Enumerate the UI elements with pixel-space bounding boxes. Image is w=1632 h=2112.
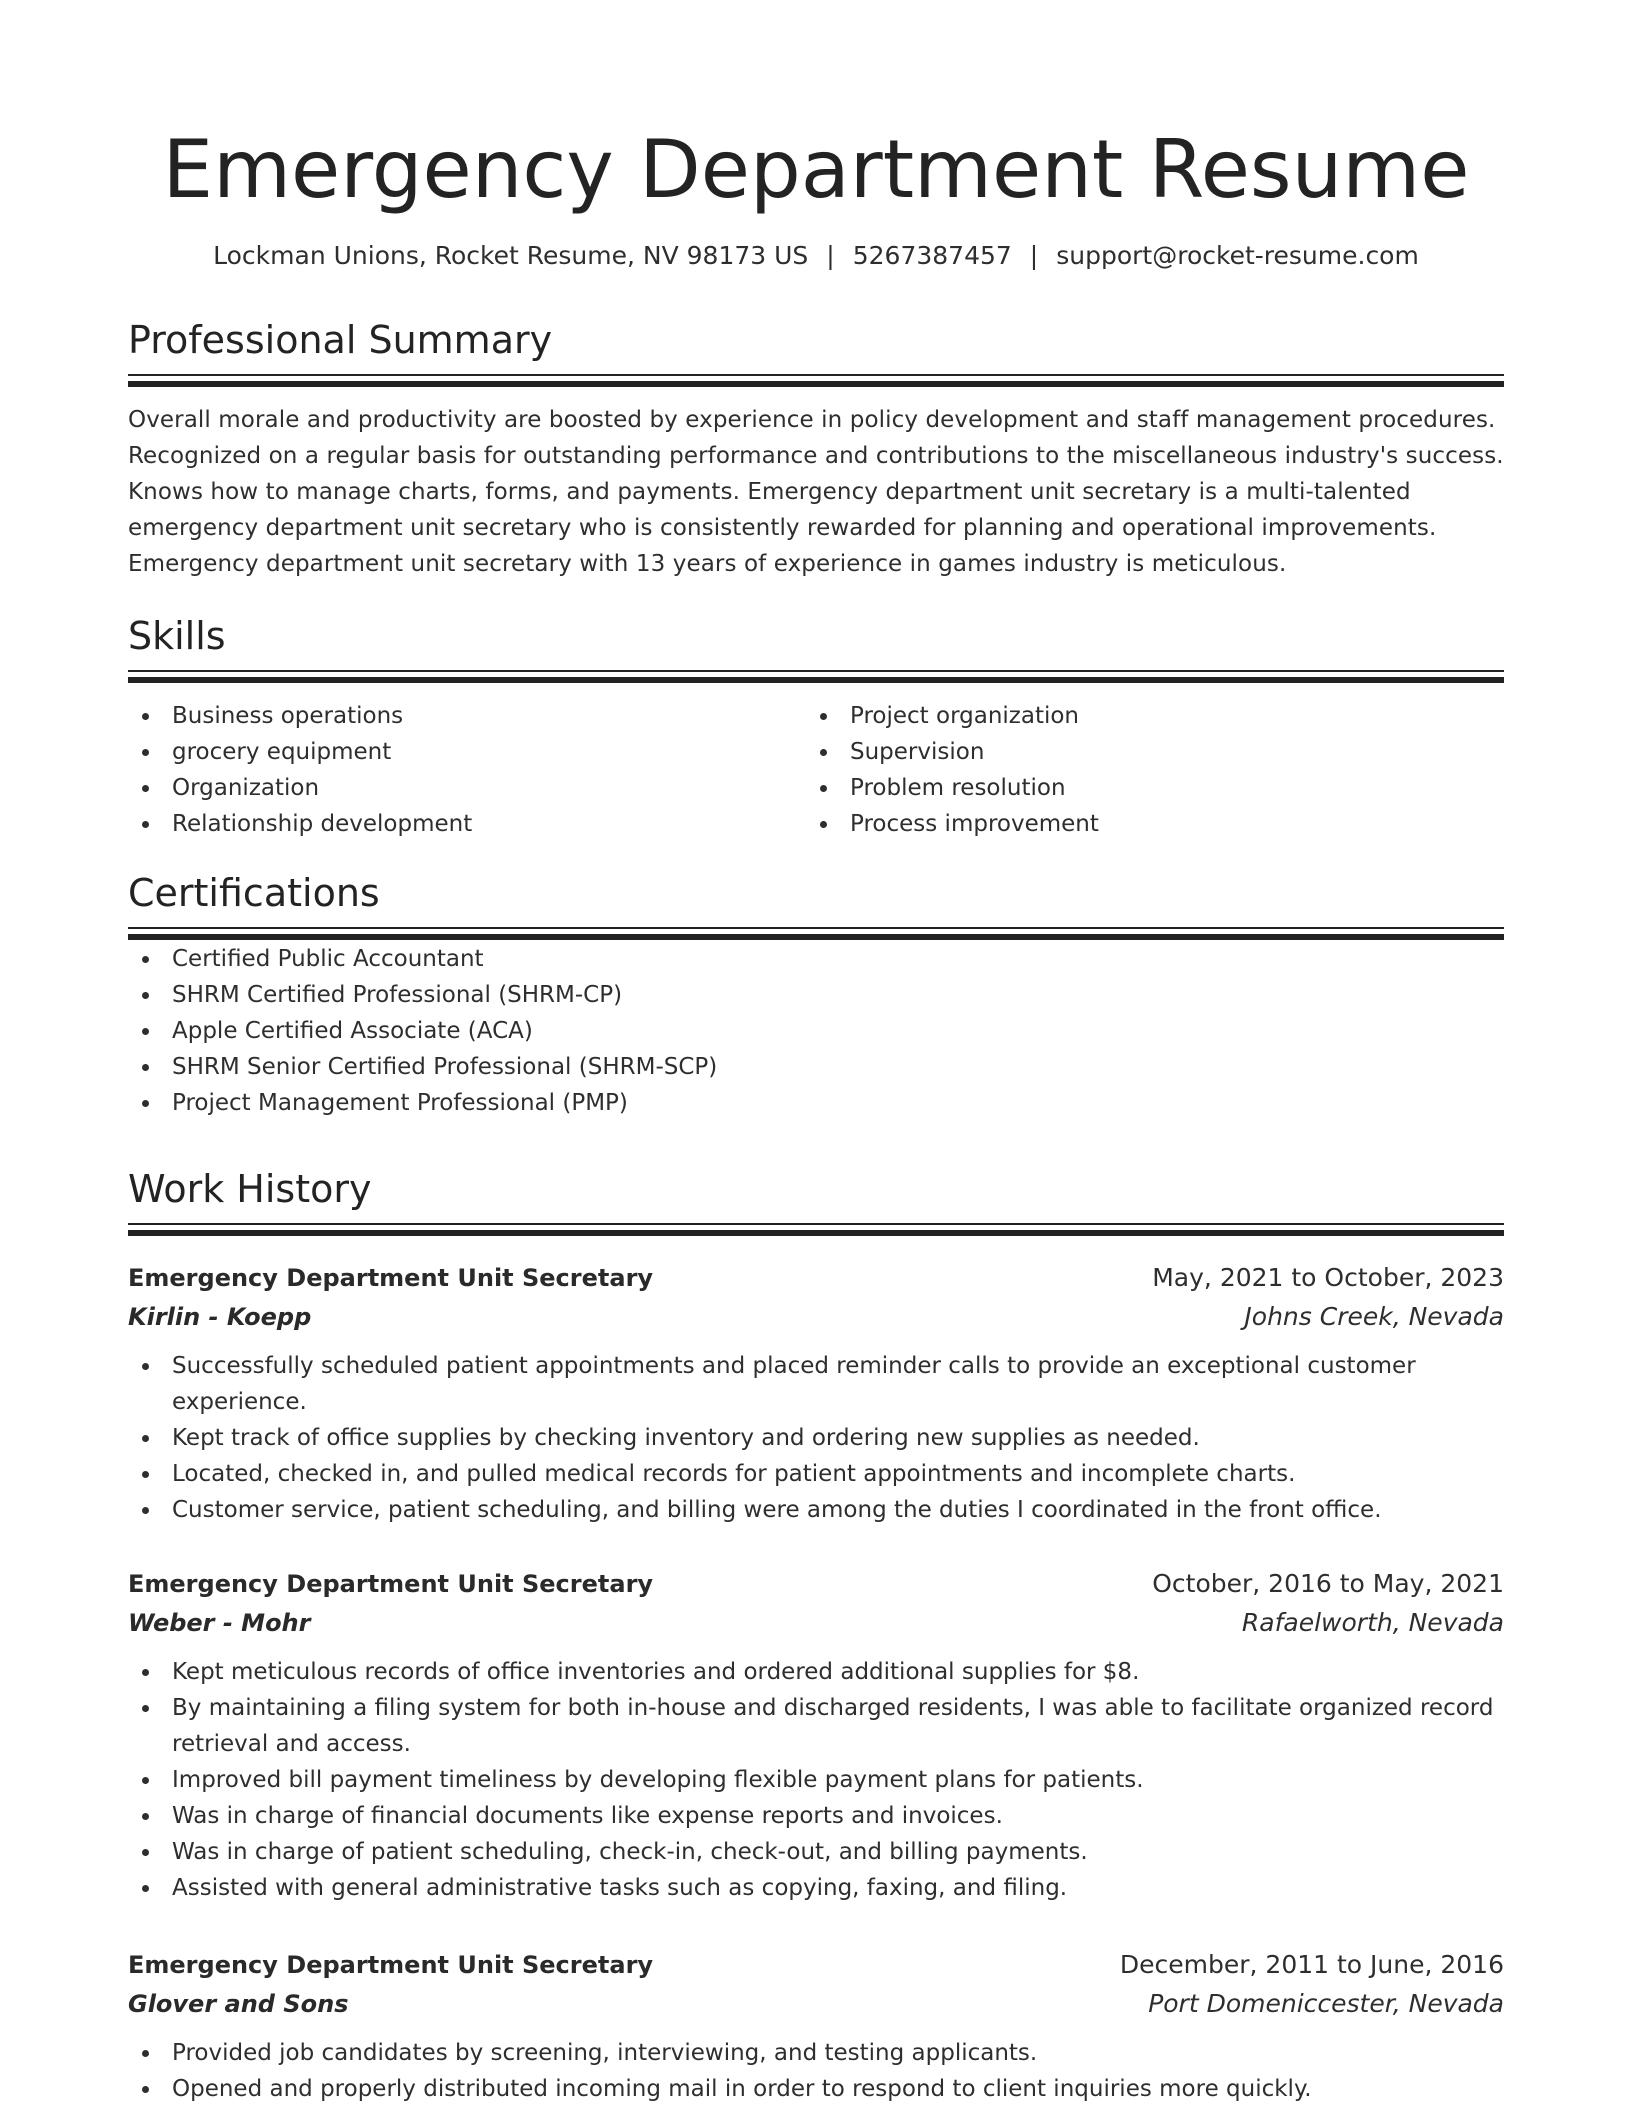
job-company: Kirlin - Koepp: [128, 1303, 312, 1331]
skill-item: Organization: [128, 770, 806, 806]
skill-item: Relationship development: [128, 806, 806, 842]
skill-item: Problem resolution: [806, 770, 1484, 806]
job-title: Emergency Department Unit Secretary: [128, 1264, 654, 1292]
job-bullets: [128, 1348, 1504, 1528]
certifications-list: [128, 941, 1504, 1121]
certifications-heading: Certifications: [128, 871, 380, 915]
job-bullet: Was in charge of financial documents like expense reports and invoices.: [128, 1798, 1504, 1834]
job-title: Emergency Department Unit Secretary: [128, 1951, 654, 1979]
job-dates: May, 2021 to October, 2023: [1152, 1263, 1504, 1292]
job-bullets: [128, 1654, 1504, 1906]
job-entry: [128, 1564, 1504, 1906]
section-divider: [128, 927, 1504, 941]
skill-item: Business operations: [128, 698, 806, 734]
skills-section: [128, 610, 1504, 842]
section-divider: [128, 1223, 1504, 1237]
certification-item: SHRM Senior Certified Professional (SHRM-SCP): [128, 1049, 1504, 1085]
job-title: Emergency Department Unit Secretary: [128, 1570, 654, 1598]
job-company: Weber - Mohr: [128, 1609, 311, 1637]
skill-item: Process improvement: [806, 806, 1484, 842]
job-header: [128, 1258, 1504, 1298]
certification-item: SHRM Certified Professional (SHRM-CP): [128, 977, 1504, 1013]
job-header: [128, 1564, 1504, 1604]
job-dates: October, 2016 to May, 2021: [1152, 1569, 1504, 1598]
job-bullet: Customer service, patient scheduling, and billing were among the duties I coordinated in the front office.: [128, 1492, 1504, 1528]
skills-list-left: [128, 698, 806, 842]
certification-item: Apple Certified Associate (ACA): [128, 1013, 1504, 1049]
job-location: Johns Creek, Nevada: [1244, 1302, 1504, 1331]
job-bullet: Kept meticulous records of office inventories and ordered additional supplies for $8.: [128, 1654, 1504, 1690]
summary-heading: Professional Summary: [128, 318, 553, 362]
job-subheader: [128, 1985, 1504, 2023]
job-header: [128, 1945, 1504, 1985]
job-entry: [128, 1258, 1504, 1528]
job-company: Glover and Sons: [128, 1990, 349, 2018]
job-location: Rafaelworth, Nevada: [1241, 1608, 1504, 1637]
contact-separator: |: [1029, 241, 1039, 270]
certifications-section: [128, 867, 1504, 1121]
certification-item: Project Management Professional (PMP): [128, 1085, 1504, 1121]
job-subheader: [128, 1298, 1504, 1336]
section-divider: [128, 374, 1504, 388]
certification-item: Certified Public Accountant: [128, 941, 1504, 977]
job-location: Port Domeniccester, Nevada: [1148, 1989, 1504, 2018]
job-bullets: [128, 2035, 1504, 2107]
work-history-heading: Work History: [128, 1167, 372, 1211]
summary-text: Overall morale and productivity are boosted by experience in policy development and staff management procedures. Recognized on a regular basis for outstanding performance and contributions to the miscellaneous industry's success. Knows how to manage charts, forms, and payments. Emergency department unit secretary is a multi-talented emergency department unit secretary who is consistently rewarded for planning and operational improvements. Emergency department unit secretary with 13 years of experience in games industry is meticulous.: [128, 407, 1504, 577]
job-bullet: Successfully scheduled patient appointments and placed reminder calls to provide an exceptional customer experience.: [128, 1348, 1504, 1420]
contact-phone: 5267387457: [852, 241, 1012, 270]
job-bullet: Improved bill payment timeliness by developing flexible payment plans for patients.: [128, 1762, 1504, 1798]
skills-grid: [128, 698, 1504, 842]
job-bullet: Was in charge of patient scheduling, check-in, check-out, and billing payments.: [128, 1834, 1504, 1870]
job-bullet: Provided job candidates by screening, interviewing, and testing applicants.: [128, 2035, 1504, 2071]
job-entry: [128, 1945, 1504, 2107]
skill-item: grocery equipment: [128, 734, 806, 770]
skill-item: Project organization: [806, 698, 1484, 734]
contact-line: [128, 236, 1504, 276]
skills-list-right: [806, 698, 1484, 842]
job-dates: December, 2011 to June, 2016: [1119, 1950, 1504, 1979]
work-history-section: [128, 1163, 1504, 1237]
job-bullet: Kept track of office supplies by checking inventory and ordering new supplies as needed.: [128, 1420, 1504, 1456]
contact-email: support@rocket-resume.com: [1056, 241, 1419, 270]
resume-title: Emergency Department Resume: [162, 123, 1470, 216]
job-bullet: Assisted with general administrative tasks such as copying, faxing, and filing.: [128, 1870, 1504, 1906]
job-bullet: Opened and properly distributed incoming mail in order to respond to client inquiries more quickly.: [128, 2071, 1504, 2107]
skill-item: Supervision: [806, 734, 1484, 770]
job-bullet: By maintaining a filing system for both in-house and discharged residents, I was able to facilitate organized record retrieval and access.: [128, 1690, 1504, 1762]
contact-address: Lockman Unions, Rocket Resume, NV 98173 US: [213, 241, 809, 270]
section-divider: [128, 670, 1504, 684]
job-bullet: Located, checked in, and pulled medical records for patient appointments and incomplete charts.: [128, 1456, 1504, 1492]
job-subheader: [128, 1604, 1504, 1642]
contact-separator: |: [826, 241, 835, 270]
summary-section: [128, 314, 1504, 582]
skills-heading: Skills: [128, 614, 226, 658]
